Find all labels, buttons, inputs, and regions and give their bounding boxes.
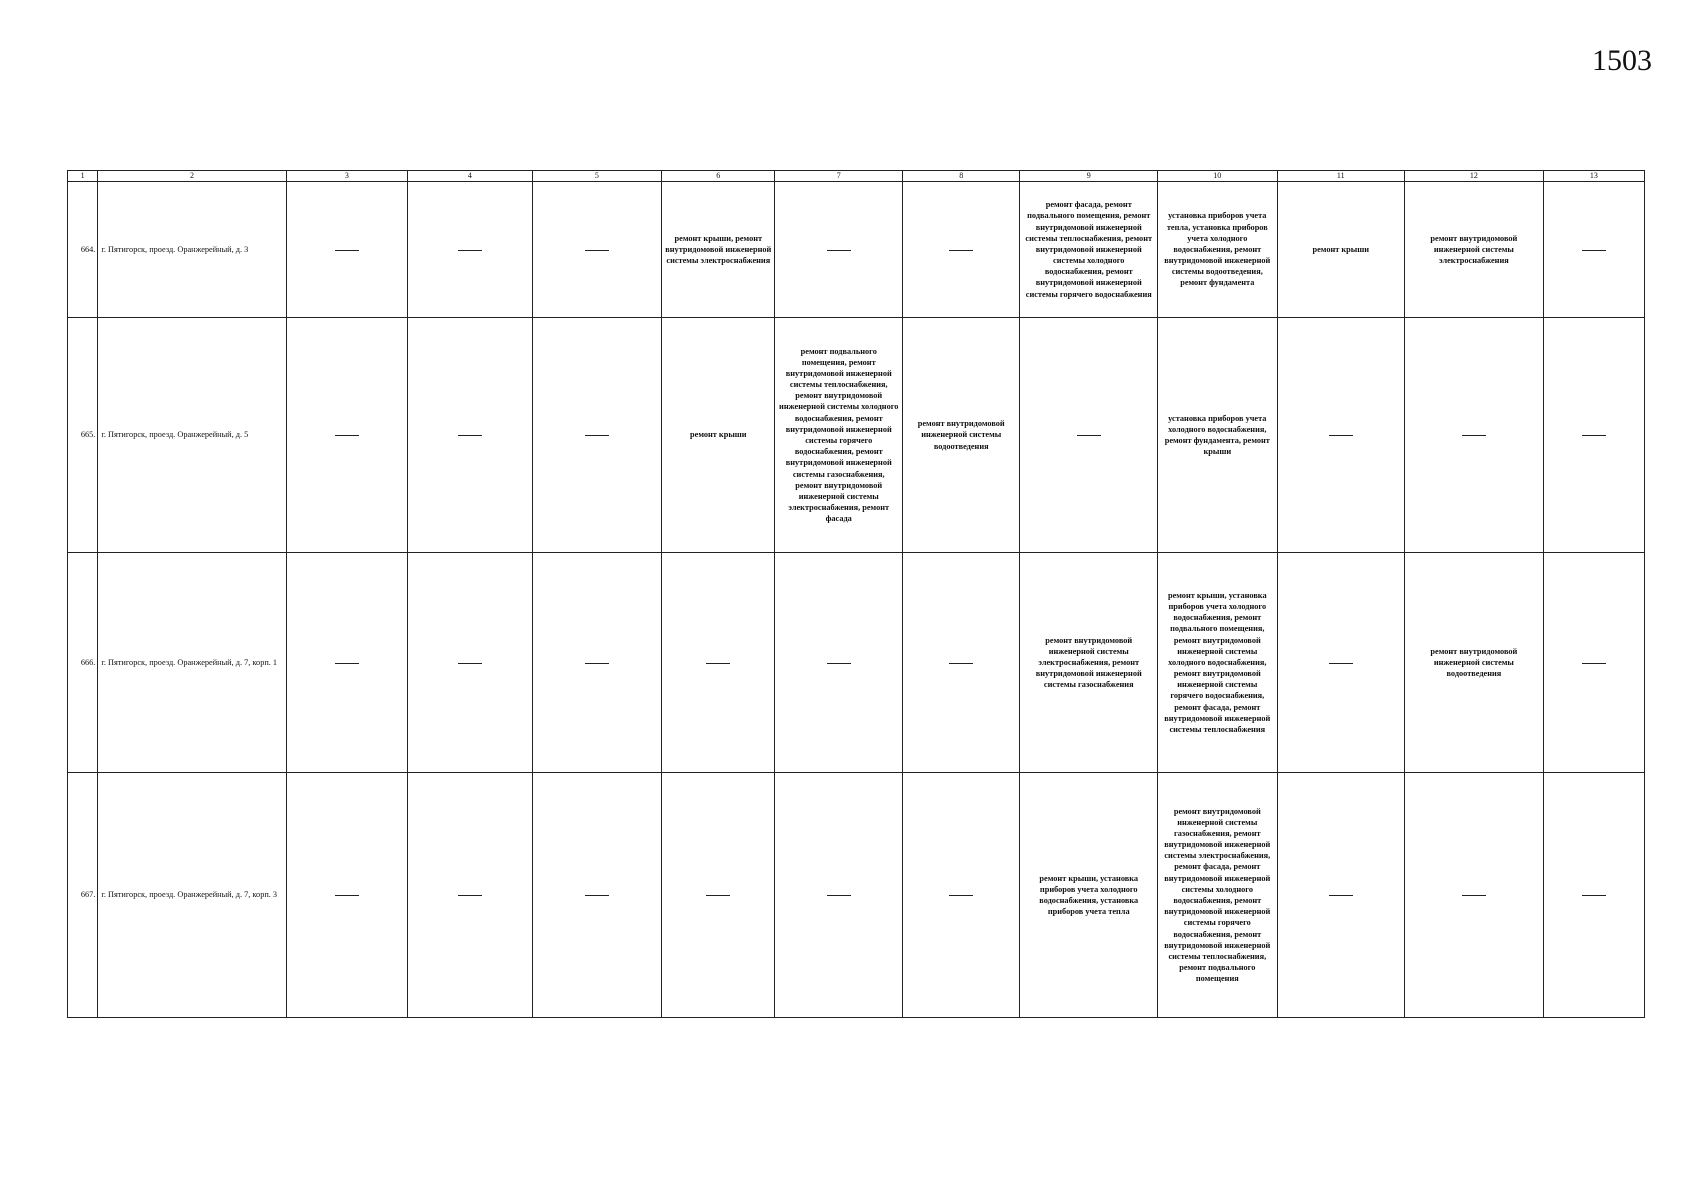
work-cell	[1158, 773, 1277, 1018]
column-header: 10	[1158, 171, 1277, 182]
work-description: установка приборов учета тепла, установка приборов учета холодного водоснабжения, ремонт внутридомовой инженерной системы водоотведения, ремонт фундамента	[1164, 211, 1271, 288]
column-header: 2	[98, 171, 286, 182]
dash-mark	[458, 435, 482, 436]
work-description: ремонт подвального помещения, ремонт внутридомовой инженерной системы теплоснабжения, ремонт внутридомовой инженерной системы холодного водоснабжения, ремонт внутридомовой инженерной системы горячего водоснабжения, ремонт внутридомовой инженерной системы газоснабжения, ремонт внутридомовой инженерной системы электроснабжения, ремонт фасада	[779, 346, 899, 524]
work-description: ремонт внутридомовой инженерной системы электроснабжения, ремонт внутридомовой инженерной системы газоснабжения	[1035, 635, 1142, 690]
empty-dash-cell	[1277, 553, 1405, 773]
row-number: 664.	[68, 182, 98, 318]
work-description: ремонт крыши, установка приборов учета холодного водоснабжения, установка приборов учета тепла	[1039, 873, 1139, 917]
empty-dash-cell	[1405, 318, 1544, 553]
column-number-row	[68, 171, 1645, 182]
dash-mark	[1462, 895, 1486, 896]
column-header: 7	[775, 171, 903, 182]
address-cell: г. Пятигорск, проезд. Оранжерейный, д. 3	[98, 182, 286, 318]
dash-mark	[1582, 663, 1606, 664]
empty-dash-cell	[775, 553, 903, 773]
empty-dash-cell	[903, 553, 1020, 773]
row-number: 666.	[68, 553, 98, 773]
empty-dash-cell	[286, 553, 407, 773]
column-header: 5	[532, 171, 662, 182]
column-header: 9	[1020, 171, 1158, 182]
empty-dash-cell	[408, 318, 533, 553]
work-cell	[1020, 553, 1158, 773]
work-cell	[1020, 773, 1158, 1018]
dash-mark	[949, 895, 973, 896]
work-cell	[662, 182, 775, 318]
empty-dash-cell	[532, 553, 662, 773]
empty-dash-cell	[532, 182, 662, 318]
work-cell	[1158, 182, 1277, 318]
work-description: ремонт крыши, установка приборов учета холодного водоснабжения, ремонт подвального помещения, ремонт внутридомовой инженерной системы холодного водоснабжения, ремонт внутридомовой инженерной системы горячего водоснабжения, ремонт фасада, ремонт внутридомовой инженерной системы теплоснабжения	[1164, 590, 1271, 735]
dash-mark	[335, 250, 359, 251]
empty-dash-cell	[286, 182, 407, 318]
dash-mark	[335, 895, 359, 896]
work-description: ремонт внутридомовой инженерной системы водоотведения	[917, 419, 1005, 451]
address-cell: г. Пятигорск, проезд. Оранжерейный, д. 7, корп. 3	[98, 773, 286, 1018]
dash-mark	[949, 663, 973, 664]
page-number: 1503	[1592, 44, 1652, 77]
work-cell	[1405, 182, 1544, 318]
empty-dash-cell	[286, 773, 407, 1018]
dash-mark	[949, 250, 973, 251]
work-description: ремонт внутридомовой инженерной системы электроснабжения	[1430, 233, 1518, 266]
work-cell	[1405, 553, 1544, 773]
row-number: 665.	[68, 318, 98, 553]
repair-schedule-table	[67, 170, 1645, 1018]
work-cell	[662, 318, 775, 553]
dash-mark	[458, 250, 482, 251]
column-header: 8	[903, 171, 1020, 182]
column-header: 12	[1405, 171, 1544, 182]
address-cell: г. Пятигорск, проезд. Оранжерейный, д. 5	[98, 318, 286, 553]
empty-dash-cell	[1405, 773, 1544, 1018]
dash-mark	[458, 663, 482, 664]
empty-dash-cell	[1277, 773, 1405, 1018]
dash-mark	[827, 895, 851, 896]
empty-dash-cell	[532, 318, 662, 553]
dash-mark	[706, 895, 730, 896]
dash-mark	[458, 895, 482, 896]
dash-mark	[706, 663, 730, 664]
empty-dash-cell	[408, 773, 533, 1018]
address-cell: г. Пятигорск, проезд. Оранжерейный, д. 7, корп. 1	[98, 553, 286, 773]
dash-mark	[1329, 435, 1353, 436]
dash-mark	[1329, 663, 1353, 664]
dash-mark	[1582, 895, 1606, 896]
empty-dash-cell	[1277, 318, 1405, 553]
dash-mark	[585, 250, 609, 251]
empty-dash-cell	[1543, 318, 1644, 553]
column-header: 1	[68, 171, 98, 182]
empty-dash-cell	[286, 318, 407, 553]
work-description: ремонт внутридомовой инженерной системы газоснабжения, ремонт внутридомовой инженерной системы электроснабжения, ремонт фасада, ремонт внутридомовой инженерной системы холодного водоснабжения, ремонт внутридомовой инженерной системы горячего водоснабжения, ремонт внутридомовой инженерной системы теплоснабжения, ремонт подвального помещения	[1164, 806, 1271, 984]
dash-mark	[1077, 435, 1101, 436]
work-cell	[1277, 182, 1405, 318]
work-description: ремонт крыши	[690, 430, 747, 440]
table-row	[68, 318, 1645, 553]
empty-dash-cell	[1020, 318, 1158, 553]
work-description: ремонт внутридомовой инженерной системы водоотведения	[1430, 646, 1518, 679]
table-row	[68, 182, 1645, 318]
column-header: 6	[662, 171, 775, 182]
row-number: 667.	[68, 773, 98, 1018]
empty-dash-cell	[662, 553, 775, 773]
empty-dash-cell	[532, 773, 662, 1018]
dash-mark	[585, 895, 609, 896]
dash-mark	[335, 435, 359, 436]
empty-dash-cell	[1543, 182, 1644, 318]
work-cell	[903, 318, 1020, 553]
empty-dash-cell	[775, 182, 903, 318]
empty-dash-cell	[408, 182, 533, 318]
column-header: 3	[286, 171, 407, 182]
work-cell	[1158, 553, 1277, 773]
column-header: 4	[408, 171, 533, 182]
column-header: 11	[1277, 171, 1405, 182]
empty-dash-cell	[903, 182, 1020, 318]
work-description: ремонт фасада, ремонт подвального помещения, ремонт внутридомовой инженерной системы теплоснабжения, ремонт внутридомовой инженерной системы холодного водоснабжения, ремонт внутридомовой инженерной системы горячего водоснабжения	[1025, 200, 1153, 299]
dash-mark	[827, 663, 851, 664]
dash-mark	[335, 663, 359, 664]
empty-dash-cell	[903, 773, 1020, 1018]
column-header: 13	[1543, 171, 1644, 182]
work-cell	[1020, 182, 1158, 318]
work-description: установка приборов учета холодного водоснабжения, ремонт фундамента, ремонт крыши	[1164, 413, 1270, 457]
work-cell	[775, 318, 903, 553]
dash-mark	[1582, 435, 1606, 436]
dash-mark	[1462, 435, 1486, 436]
empty-dash-cell	[775, 773, 903, 1018]
work-description: ремонт крыши	[1312, 244, 1370, 254]
table-row	[68, 773, 1645, 1018]
dash-mark	[1582, 250, 1606, 251]
dash-mark	[585, 663, 609, 664]
empty-dash-cell	[1543, 773, 1644, 1018]
empty-dash-cell	[1543, 553, 1644, 773]
work-cell	[1158, 318, 1277, 553]
work-description: ремонт крыши, ремонт внутридомовой инженерной системы электроснабжения	[665, 233, 772, 266]
dash-mark	[827, 250, 851, 251]
table-row	[68, 553, 1645, 773]
dash-mark	[1329, 895, 1353, 896]
empty-dash-cell	[662, 773, 775, 1018]
empty-dash-cell	[408, 553, 533, 773]
dash-mark	[585, 435, 609, 436]
